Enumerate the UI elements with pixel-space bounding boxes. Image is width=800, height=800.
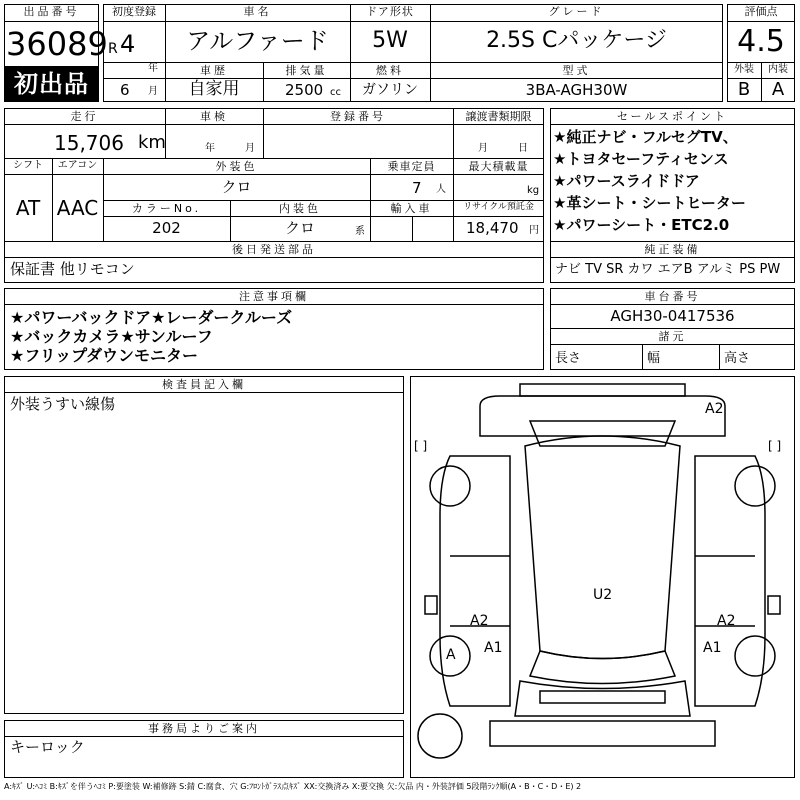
first-reg-year-unit: 年 [148,63,158,74]
sales-point: ★パワースライドドア [553,172,700,190]
mileage-header: 走行 [70,110,99,123]
height-label: 高さ [724,351,751,366]
capacity-unit: 人 [436,184,446,195]
exterior-grade: B [737,79,751,100]
inspector-box [4,376,404,714]
grade-header: グレード [548,5,605,18]
capacity: 7 [412,179,422,197]
hood [515,681,690,716]
left-side [440,456,510,706]
displacement: 2500 [285,81,324,99]
model-code: 3BA-AGH30W [525,81,628,99]
interior-grade: A [771,79,785,100]
office-header: 事務局よりご案内 [148,722,260,735]
mileage: 15,706 [54,131,124,155]
history-header: 車歴 [200,64,228,77]
rear-right-wheel [735,466,775,506]
sales-point: ★革シート・シートヒーター [553,194,746,212]
mileage-unit: km [138,132,166,153]
inspector-header: 検査員記入欄 [162,378,246,391]
first-reg-month: 6 [120,81,130,99]
mark-bracket-left: [ ] [414,439,428,453]
recycle-fee: 18,470 [466,219,519,237]
recycle-header: リサイクル預託金 [463,202,534,212]
dims-header: 諸元 [658,330,687,343]
sales-point: ★パワーシート・ETC2.0 [553,216,730,234]
inspector-note: 外装うすい線傷 [10,395,116,413]
first-reg-year: 4 [120,30,136,58]
first-listing-badge: 初出品 [5,66,98,102]
transfer-header: 譲渡書類期限 [465,110,532,123]
displacement-unit: cc [330,87,341,98]
chassis-number: AGH30-0417536 [610,307,735,325]
roof [525,436,680,659]
front-right-wheel [735,636,775,676]
chassis-header: 車台番号 [644,290,701,303]
color-no-header: カラーNo. [131,202,202,215]
max-load-header: 最大積載量 [468,160,529,173]
later-parts: 保証書 他リモコン [10,260,135,278]
model-header: 型式 [562,64,591,77]
exterior-label: 外装 [734,64,754,75]
shift-header: シフト [13,160,43,171]
length-label: 長さ [555,351,582,366]
int-color-header: 内装色 [279,202,321,215]
max-load-unit: kg [527,185,540,196]
transfer-day-unit: 日 [518,143,528,154]
sales-points-header: セールスポイント [616,110,728,123]
spare-tire [418,714,462,758]
first-reg-header: 初度登録 [112,5,156,18]
front-bumper [490,721,715,746]
transfer-month-unit: 月 [478,143,488,154]
mark-tire: A [446,647,456,663]
door-type: 5W [372,28,408,53]
first-reg-month-unit: 月 [148,86,158,97]
mark-right-a1: A1 [703,640,722,656]
mark-left-a1: A1 [484,640,503,656]
int-color: クロ [284,219,315,237]
inspection-year-unit: 年 [205,143,215,154]
recycle-unit: 円 [529,225,539,236]
lot-number: 36089 [6,25,108,63]
equipment: ナビ TV SR カワ エアB アルミ PS PW [555,262,781,277]
caution-header: 注意事項欄 [239,290,309,303]
shift: AT [15,196,41,220]
mark-rear: A2 [705,401,724,417]
right-side [695,456,765,706]
int-color-unit: 系 [355,226,365,237]
inspection-header: 車検 [200,110,228,123]
ext-color-header: 外装色 [215,160,258,173]
rear-bumper [520,384,685,396]
interior-label: 内装 [768,64,788,75]
windshield [530,651,675,684]
aircon: AAC [56,196,99,220]
registration-header: 登録番号 [330,110,386,123]
sales-point: ★純正ナビ・フルセグTV、 [553,128,738,146]
legend: A:ｷｽﾞ U:ﾍｺﾐ B:ｷｽﾞを伴うﾍｺﾐ P:要塗装 W:補修跡 S:錆 C:腐食、穴 G:ﾌﾛﾝﾄｶﾞﾗｽ点ｷｽﾞ XX:交換済み X:要交換 欠:欠品 内・外装評価 5段階ﾗﾝｸ順(A・B・C・D・E) 2 [4,782,582,791]
history: 自家用 [188,79,240,99]
car-name: アルファード [186,27,329,55]
rear-left-wheel [430,466,470,506]
inspection-month-unit: 月 [245,143,255,154]
overall-score: 4.5 [737,24,785,59]
left-mirror [425,596,437,614]
door-header: ドア形状 [366,5,414,18]
car-name-header: 車名 [243,5,272,18]
displacement-header: 排気量 [285,64,328,77]
import-header: 輸入車 [390,202,433,215]
mark-right-a2: A2 [717,613,736,629]
mark-bracket-right: [ ] [768,439,782,453]
caution-line: ★フリップダウンモニター [10,346,198,365]
capacity-header: 乗車定員 [387,160,436,173]
rear-window [530,421,675,446]
office-note: キーロック [10,738,85,756]
caution-line: ★パワーバックドア★レーダークルーズ [10,308,293,327]
right-mirror [768,596,780,614]
equipment-header: 純正装備 [644,243,701,256]
ext-color: クロ [221,178,252,196]
score-header: 評価点 [744,5,778,18]
mark-roof: U2 [593,587,613,603]
fuel: ガソリン [362,82,418,98]
grade: 2.5S Cパッケージ [486,28,667,53]
front-grille [540,691,665,703]
mark-left-a2: A2 [470,613,489,629]
car-diagram [410,376,795,778]
fuel-header: 燃料 [376,64,404,77]
first-reg-era: R [108,41,118,57]
rear-outline [480,396,725,436]
caution-line: ★バックカメラ★サンルーフ [10,327,213,346]
color-no: 202 [152,219,181,237]
width-label: 幅 [647,351,661,366]
later-parts-header: 後日発送部品 [232,243,316,256]
sales-point: ★トヨタセーフティセンス [553,150,729,168]
aircon-header: エアコン [57,160,98,171]
lot-header: 出品番号 [23,5,80,18]
